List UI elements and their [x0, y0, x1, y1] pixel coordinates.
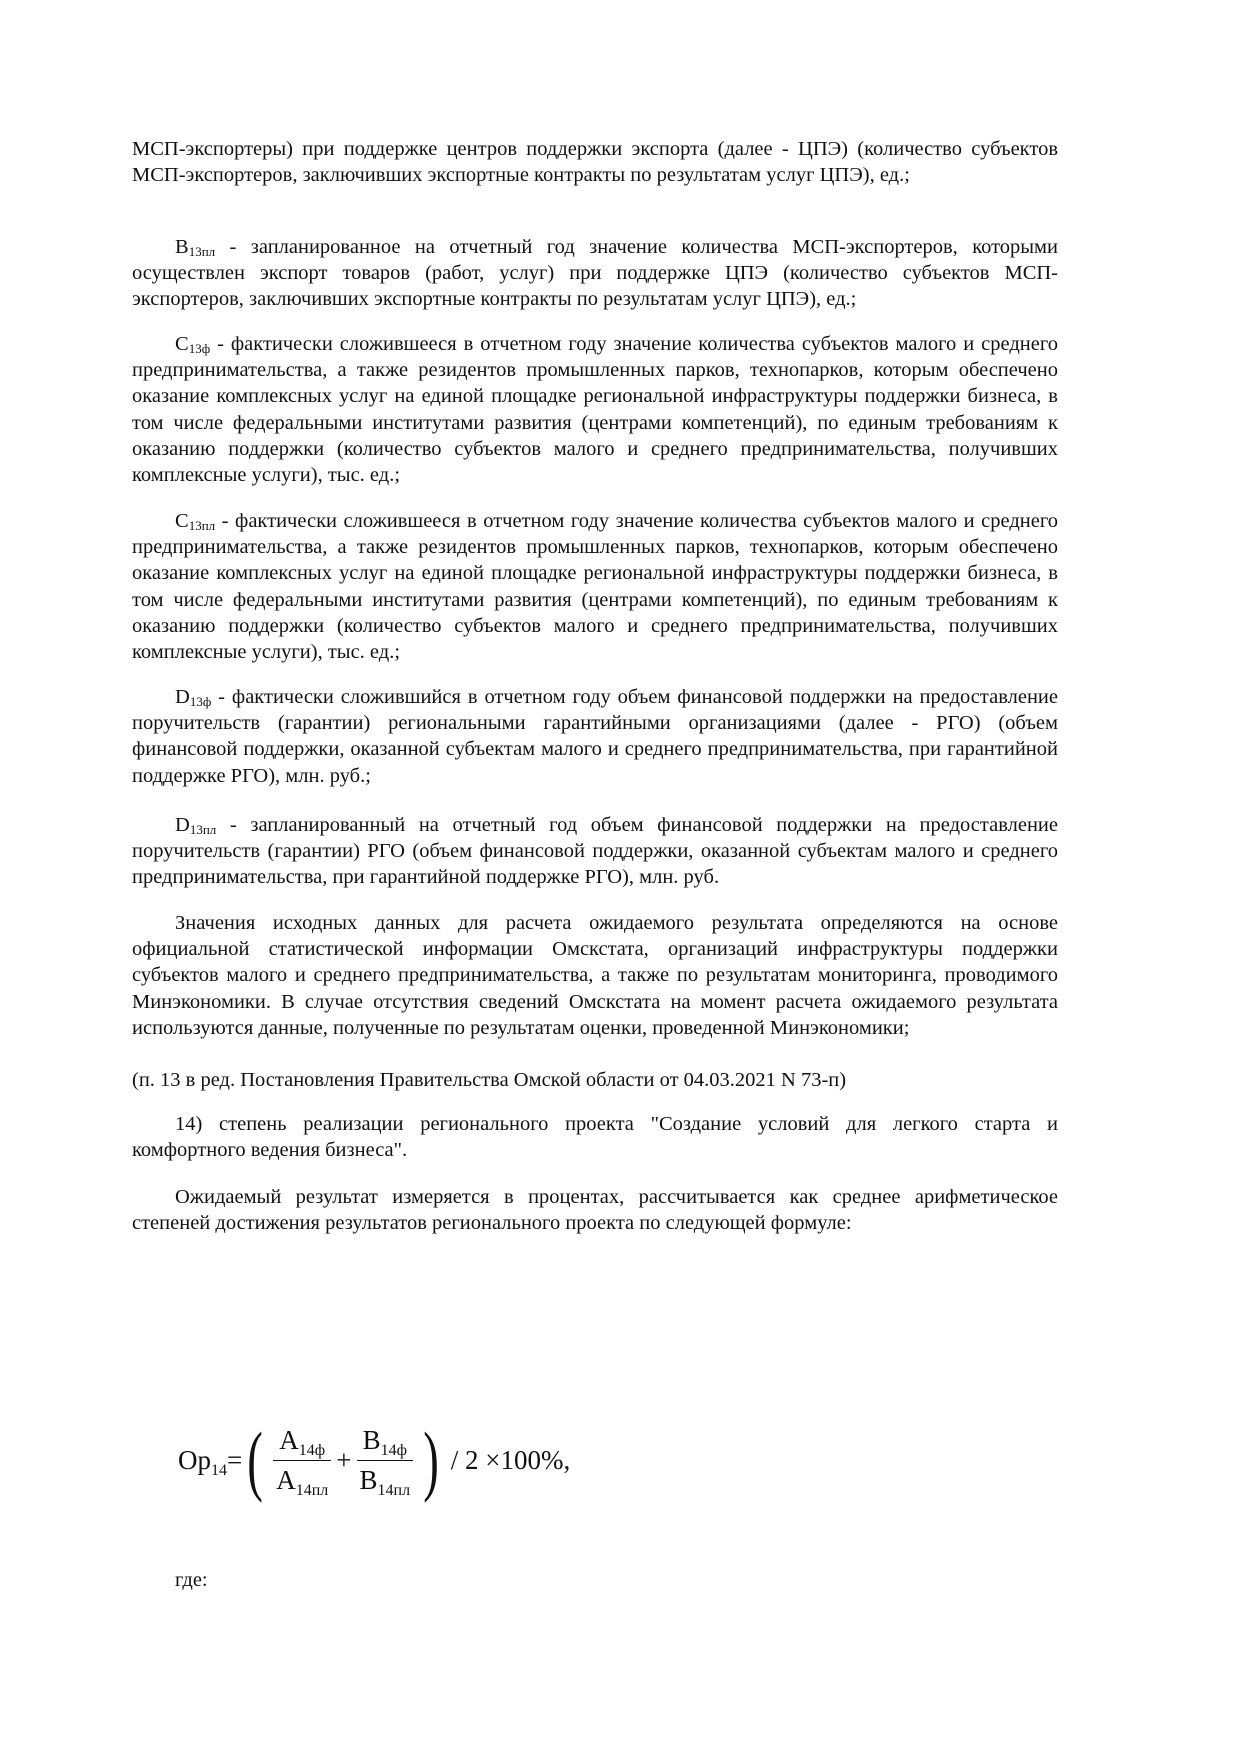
symbol: B	[175, 236, 189, 258]
symbol: D	[175, 814, 190, 836]
right-paren: )	[423, 1416, 439, 1503]
definition-text: - фактически сложившееся в отчетном году значение количества субъектов малого и среднего предпринимательства, а также резидентов промышленных парков, технопарков, которым обеспечено оказание комплексных услуг на единой площадке региональной инфраструктуры поддержки бизнеса, в том числе федеральными институтами развития (центрами компетенций), по единым требованиям к оказанию поддержки (количество субъектов малого и среднего предпринимательства, получивших комплексные услуги), тыс. ед.;	[132, 510, 1058, 664]
definition-text: - фактически сложившийся в отчетном году объем финансовой поддержки на предоставление поручительств (гарантии) региональными гарантийными организациями (далее - РГО) (объем финансовой поддержки, оказанной субъектам малого и среднего предпринимательства, при гарантийной поддержке РГО), млн. руб.;	[132, 686, 1058, 787]
fraction-a: $\frac{A_{14ф}}{A_{14пл}}$	[270, 1425, 334, 1496]
paragraph-continuation: МСП-экспортеры) при поддержке центров поддержки экспорта (далее - ЦПЭ) (количество субъектов МСП-экспортеров, заключивших экспортные контракты по результатам услуг ЦПЭ), ед.;	[132, 138, 1058, 187]
plus-sign: +	[336, 1444, 352, 1475]
item-14-paragraph: 14) степень реализации регионального проекта "Создание условий для легкого старта и комфортного ведения бизнеса".	[132, 1113, 1058, 1162]
symbol-subscript: 13пл	[189, 822, 217, 837]
definition-b13pl	[132, 234, 1058, 313]
definition-d13f	[132, 684, 1058, 789]
symbol: D	[175, 686, 190, 708]
symbol-subscript: 13пл	[188, 244, 216, 259]
definition-c13pl	[132, 508, 1058, 665]
equals-sign: =	[227, 1444, 243, 1475]
definition-text: - запланированный на отчетный год объем финансовой поддержки на предоставление поручительств (гарантии) РГО (объем финансовой поддержки, оказанной субъектам малого и среднего предпринимательства, при гарантийной поддержке РГО), млн. руб.	[132, 814, 1058, 889]
symbol: C	[175, 510, 189, 532]
symbol: C	[175, 333, 189, 355]
definition-text: - запланированное на отчетный год значение количества МСП-экспортеров, которыми осуществлен экспорт товаров (работ, услуг) при поддержке ЦПЭ (количество субъектов МСП-экспортеров, заключивших экспортные контракты по результатам услуг ЦПЭ), ед.;	[132, 236, 1058, 311]
amendment-note: (п. 13 в ред. Постановления Правительства Омской области от 04.03.2021 N 73-п)	[132, 1069, 847, 1091]
symbol-subscript: 13ф	[188, 341, 211, 356]
symbol-subscript: 13ф	[189, 694, 212, 709]
formula-op14	[178, 1410, 570, 1510]
source-data-paragraph: Значения исходных данных для расчета ожидаемого результата определяются на основе официальной статистической информации Омскстата, организаций инфраструктуры поддержки субъектов малого и среднего предпринимательства, а также по результатам мониторинга, проводимого Минэкономики. В случае отсутствия сведений Омскстата на момент расчета ожидаемого результата используются данные, полученные по результатам оценки, проведенной Минэкономики;	[132, 912, 1058, 1039]
left-paren: (	[247, 1416, 264, 1503]
definition-text: - фактически сложившееся в отчетном году значение количества субъектов малого и среднего предпринимательства, а также резидентов промышленных парков, технопарков, которым обеспечено оказание комплексных услуг на единой площадке региональной инфраструктуры поддержки бизнеса, в том числе федеральными институтами развития (центрами компетенций), по единым требованиям к оказанию поддержки (количество субъектов малого и среднего предпринимательства, получивших комплексные услуги), тыс. ед.;	[132, 333, 1058, 487]
definition-d13pl	[132, 812, 1058, 891]
formula-lhs: $Op_{14}$	[178, 1444, 227, 1479]
symbol-subscript: 13пл	[188, 518, 216, 533]
formula-tail: / 2 ×100%,	[444, 1444, 571, 1475]
definition-c13f	[132, 331, 1058, 488]
where-label: где:	[175, 1569, 208, 1591]
fraction-b: $\frac{B_{14ф}}{B_{14пл}}$	[354, 1425, 417, 1496]
calculation-method-paragraph: Ожидаемый результат измеряется в процентах, рассчитывается как среднее арифметическое степеней достижения результатов регионального проекта по следующей формуле:	[132, 1186, 1058, 1235]
